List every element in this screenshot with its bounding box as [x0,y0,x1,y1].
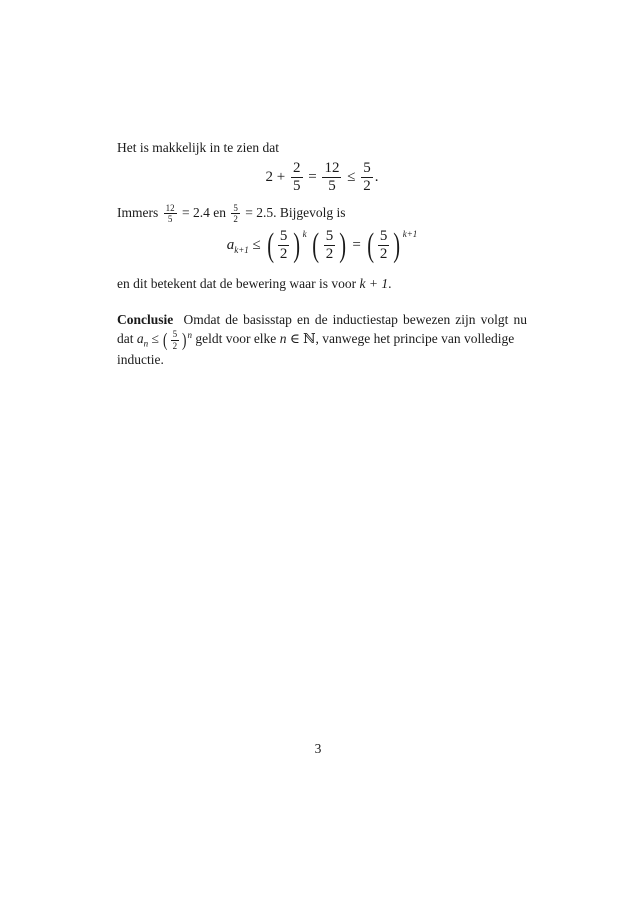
conclusion-heading: Conclusie [117,312,174,327]
page-number: 3 [314,741,322,756]
eq2-leq: ≤ [252,237,261,254]
immers-mid-2: = 2.5. Bijgevolg is [245,204,346,220]
conclusion-an: $a_n$ [136,331,149,349]
eq1-frac-1: $\frac{2}{5}$ [293,160,301,195]
immers-mid-1: = 2.4 en [182,204,226,220]
eq1-period: . [374,169,379,186]
eq2-term-2: ( $\frac{5}{2}$ ) [312,226,347,264]
paragraph-immers [117,203,527,225]
eq1-leq: ≤ [347,169,356,186]
conclusion-paragraph: Conclusie Omdat de basisstap en de inductiestap bewezen zijn volgt nu dat $a_n$ ≤ ( $\frac{5}{2}$ ) $^n$ geldt voor elke n ∈ ℕ, vanwege het principe van volledige inductie. [117,312,527,367]
eq2-term-3: ( $\frac{5}{2}$ ) $^{k+1}$ [366,226,418,264]
equation-2 [117,228,527,264]
conclusion-line-3: inductie. [117,351,164,367]
conclusion-power: ( $\frac{5}{2}$ ) $^n$ [163,329,192,351]
eq2-term-1: ( $\frac{5}{2}$ ) $^k$ [266,226,307,264]
bewering-expr: k + 1 [359,276,389,291]
eq2-equals: = [352,237,361,254]
eq1-lead: 2 + [265,169,286,186]
paragraph-bewering: en dit betekent dat de bewering waar is voor k + 1. [117,276,392,291]
conclusion-line-1: Omdat de basisstap en de inductiestap bewezen zijn volgt nu [183,312,527,327]
eq1-frac-3: $\frac{5}{2}$ [363,160,371,195]
eq1-frac-2: $\frac{12}{5}$ [324,160,340,195]
immers-frac-b: $\frac{5}{2}$ [233,203,238,225]
paragraph-intro: Het is makkelijk in te zien dat [117,140,279,155]
eq1-equals: = [308,169,317,186]
eq2-lhs: $a_{k+1}$ [226,237,249,256]
immers-word: Immers [117,204,159,220]
immers-frac-a: $\frac{12}{5}$ [165,203,175,225]
equation-1 [117,160,527,196]
